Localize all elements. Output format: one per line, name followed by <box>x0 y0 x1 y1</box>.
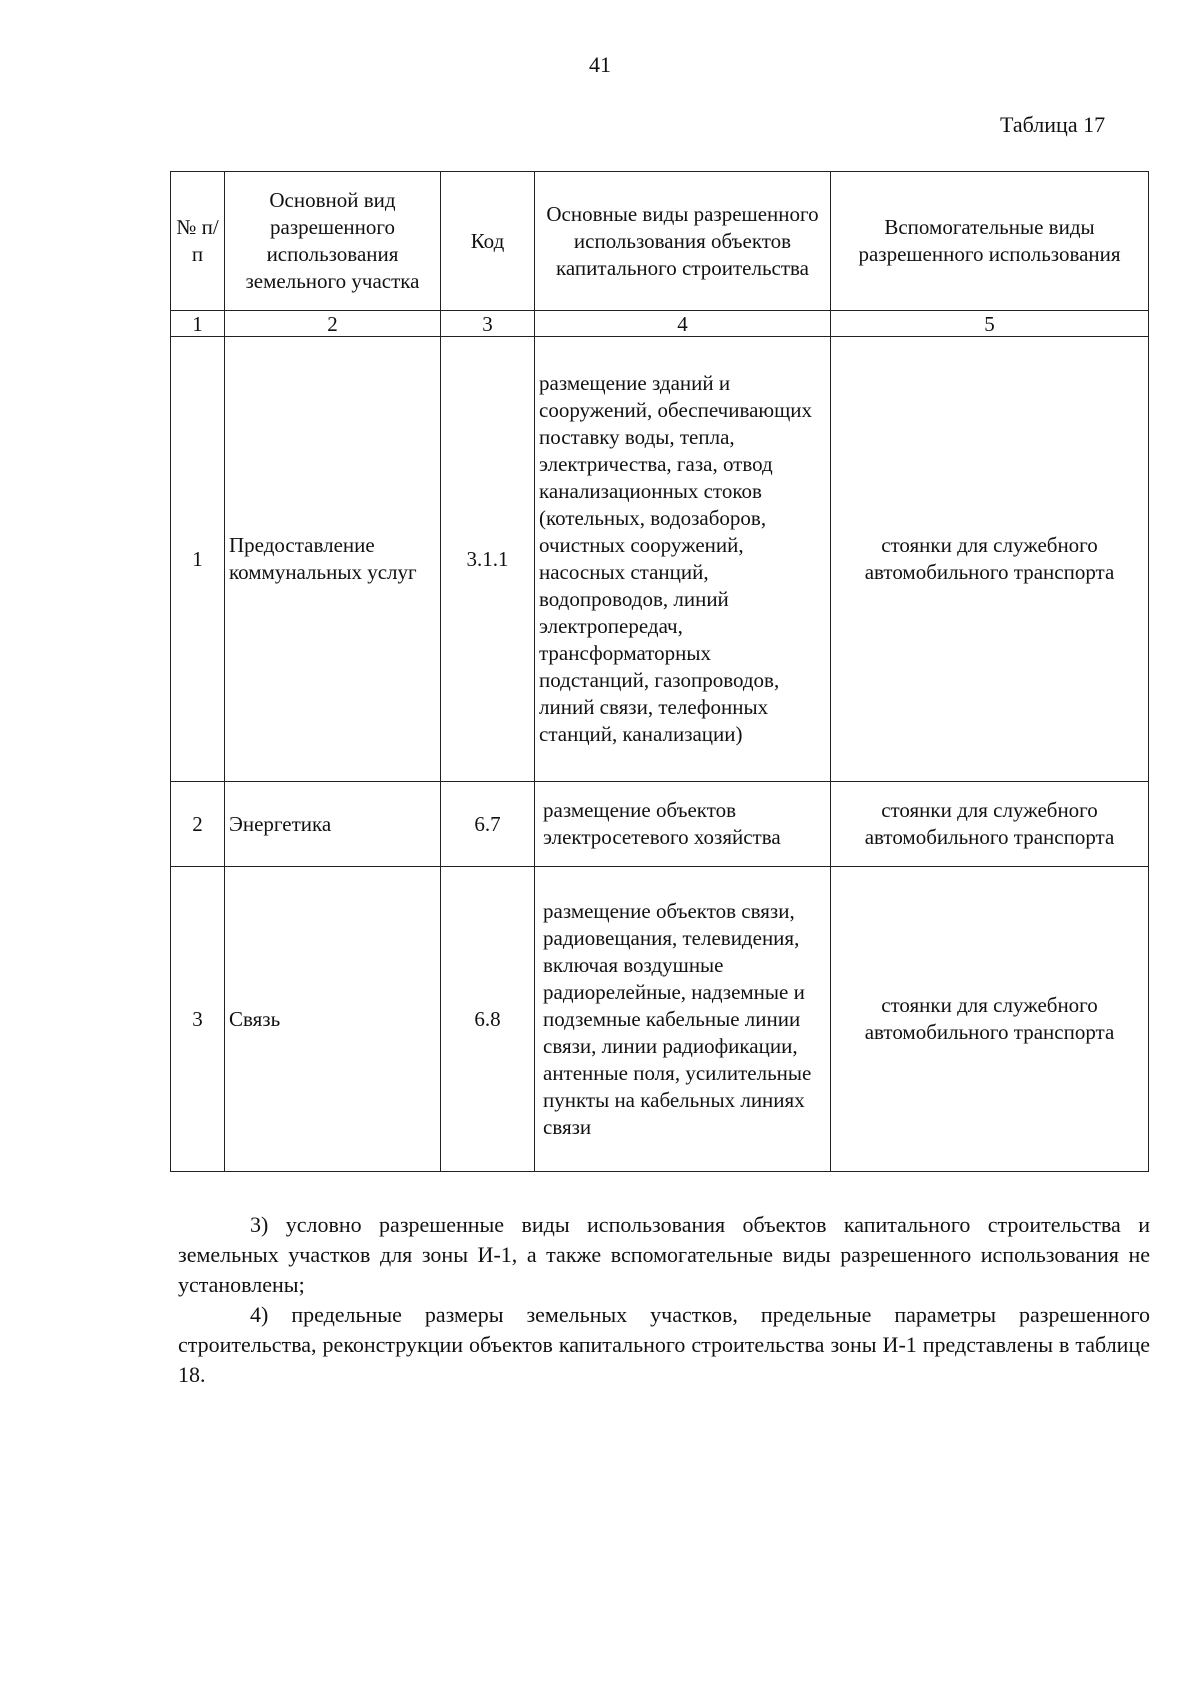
header-aux-uses: Вспомогательные виды разрешенного использования <box>831 172 1149 311</box>
header-code: Код <box>441 172 535 311</box>
row-aux-uses: стоянки для служебного автомобильного транспорта <box>831 782 1149 867</box>
table-row <box>171 337 1149 782</box>
row-code: 6.8 <box>441 867 535 1172</box>
column-number: 4 <box>535 311 831 337</box>
row-number: 1 <box>171 337 225 782</box>
row-land-use-kind: Связь <box>225 867 441 1172</box>
row-code: 6.7 <box>441 782 535 867</box>
row-aux-uses: стоянки для служебного автомобильного транспорта <box>831 867 1149 1172</box>
paragraph-limit-parameters: 4) предельные размеры земельных участков, предельные параметры разрешенного строительства, реконструкции объектов капитального строительства зоны И-1 представлены в таблице 18. <box>178 1302 1150 1387</box>
page-number: 41 <box>589 52 611 77</box>
land-use-table <box>170 171 1149 1172</box>
row-land-use-kind: Предоставление коммунальных услуг <box>225 337 441 782</box>
row-code: 3.1.1 <box>441 337 535 782</box>
header-land-use-kind: Основной вид разрешенного использования земельного участка <box>225 172 441 311</box>
row-main-uses: размещение объектов связи, радиовещания, телевидения, включая воздушные радиорелейные, надземные и подземные кабельные линии связи, линии радиофикации, антенные поля, усилительные пункты на кабельных линиях связи <box>535 867 831 1172</box>
column-number-row <box>171 311 1149 337</box>
row-land-use-kind: Энергетика <box>225 782 441 867</box>
row-number: 3 <box>171 867 225 1172</box>
row-main-uses: размещение зданий и сооружений, обеспечивающих поставку воды, тепла, электричества, газа, отвод канализационных стоков (котельных, водозаборов, очистных сооружений, насосных станций, водопроводов, линий электропередач, трансформаторных подстанций, газопроводов, линий связи, телефонных станций, канализации) <box>535 337 831 782</box>
column-number: 5 <box>831 311 1149 337</box>
row-main-uses: размещение объектов электросетевого хозяйства <box>535 782 831 867</box>
row-aux-uses: стоянки для служебного автомобильного транспорта <box>831 337 1149 782</box>
column-number: 1 <box>171 311 225 337</box>
paragraph-conditional-uses: 3) условно разрешенные виды использования объектов капитального строительства и земельных участков для зоны И-1, а также вспомогательные виды разрешенного использования не установлены; <box>178 1212 1150 1297</box>
column-number: 3 <box>441 311 535 337</box>
table-header-row <box>171 172 1149 311</box>
header-number: № п/п <box>171 172 225 311</box>
table-row <box>171 867 1149 1172</box>
row-number: 2 <box>171 782 225 867</box>
column-number: 2 <box>225 311 441 337</box>
header-main-uses: Основные виды разрешенного использования объектов капитального строительства <box>535 172 831 311</box>
table-row <box>171 782 1149 867</box>
table-caption: Таблица 17 <box>1000 112 1106 137</box>
